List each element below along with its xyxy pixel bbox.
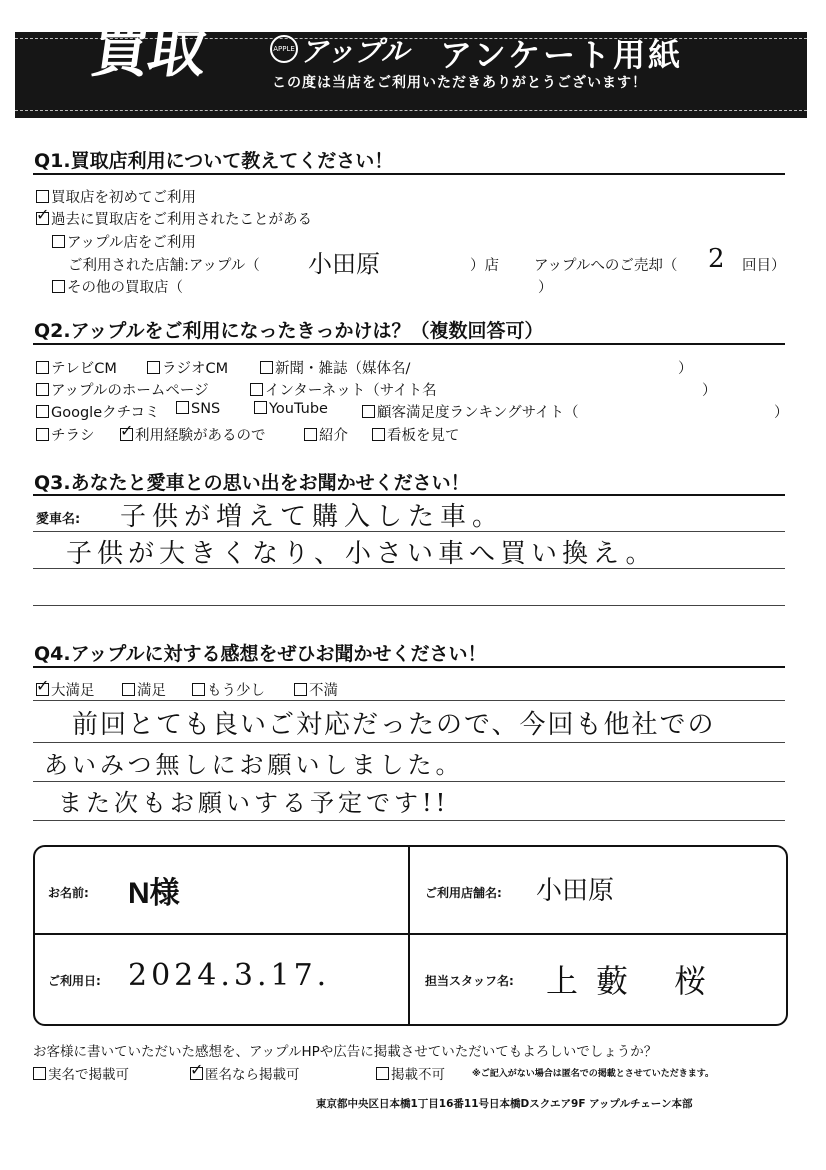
kaitori-title: 買取 xyxy=(87,17,209,85)
q2-news-close: ） xyxy=(678,361,693,377)
q1-heading: Q1.買取店利用について教えてください！ xyxy=(34,150,394,172)
checkbox-icon xyxy=(376,1067,389,1080)
q1-count-value[interactable]: 2 xyxy=(708,244,725,274)
header-subtitle: この度は当店をご利用いただきありがとうございます！ xyxy=(272,75,647,91)
q4-answer-line1[interactable]: 前回とても良いご対応だったので、今回も他社での xyxy=(72,710,716,740)
q3-answer-line1[interactable]: 子供が増えて購入した車。 xyxy=(120,502,505,532)
q4-line-0 xyxy=(33,700,785,701)
q2-option-internet[interactable]: インターネット（サイト名 xyxy=(250,379,437,400)
checkbox-icon xyxy=(52,280,65,293)
checkbox-icon xyxy=(294,683,307,696)
q4-line-2 xyxy=(33,781,785,782)
checkbox-icon xyxy=(372,428,385,441)
checkbox-icon xyxy=(304,428,317,441)
q2-option-experience[interactable]: ✓ 利用経験があるので xyxy=(120,424,266,445)
q4-option-somewhat[interactable]: もう少し xyxy=(192,679,265,700)
date-label: ご利用日: xyxy=(48,974,101,988)
q2-internet-close: ） xyxy=(702,383,717,399)
q4-option-very-satisfied[interactable]: ✓大満足 xyxy=(36,679,95,700)
checked-checkbox-icon xyxy=(120,428,133,441)
name-label: お名前: xyxy=(48,886,89,900)
checkbox-icon xyxy=(362,405,375,418)
checkbox-icon xyxy=(33,1067,46,1080)
checkbox-icon xyxy=(36,190,49,203)
apple-logo-icon: APPLE xyxy=(270,35,298,63)
consent-real-name[interactable]: 実名で掲載可 xyxy=(33,1063,129,1083)
staff-value[interactable]: 上藪 桜 xyxy=(546,962,725,1000)
checkbox-icon xyxy=(192,683,205,696)
q4-answer-line2[interactable]: あいみつ無しにお願いしました。 xyxy=(44,751,464,779)
q1-count-label: アップルへのご売却（ xyxy=(534,258,678,274)
consent-not-allowed[interactable]: 掲載不可 xyxy=(376,1063,445,1083)
q4-option-dissatisfied[interactable]: 不満 xyxy=(294,679,338,700)
q1-count-suffix: 回目） xyxy=(742,258,786,274)
q2-option-google[interactable]: Googleクチコミ xyxy=(36,401,160,422)
q3-line-1 xyxy=(33,531,785,532)
q4-rule xyxy=(33,666,785,668)
info-box-horizontal-divider xyxy=(33,933,786,935)
checked-checkbox-icon xyxy=(190,1067,203,1080)
checked-checkbox-icon xyxy=(36,683,49,696)
q2-option-youtube[interactable]: YouTube xyxy=(254,401,328,417)
q2-option-sign[interactable]: 看板を見て xyxy=(372,424,460,445)
q2-option-ranking[interactable]: 顧客満足度ランキングサイト（ xyxy=(362,401,579,422)
checkbox-icon xyxy=(122,683,135,696)
name-value[interactable]: N様 xyxy=(128,877,180,910)
q1-option-used-before[interactable]: ✓過去に買取店をご利用されたことがある xyxy=(36,208,312,229)
q2-option-intro[interactable]: 紹介 xyxy=(304,424,348,445)
q3-heading: Q3.あなたと愛車との思い出をお聞かせください！ xyxy=(34,472,470,494)
q3-answer-line2[interactable]: 子供が大きくなり、小さい車へ買い換え。 xyxy=(66,539,657,569)
q1-option-apple[interactable]: アップル店をご利用 xyxy=(52,231,196,252)
checkbox-icon xyxy=(254,401,267,414)
consent-question: お客様に書いていただいた感想を、アップルHPや広告に掲載させていただいてもよろしいでしょうか？ xyxy=(33,1044,658,1060)
date-value[interactable]: 2024.3.17. xyxy=(128,958,331,993)
q4-line-3 xyxy=(33,820,785,821)
checkbox-icon xyxy=(36,428,49,441)
q3-car-label: 愛車名: xyxy=(36,512,81,527)
checkbox-icon xyxy=(52,235,65,248)
q4-heading: Q4.アップルに対する感想をぜひお聞かせください！ xyxy=(34,643,487,665)
q1-rule xyxy=(33,173,785,175)
q1-option-first-time[interactable]: 買取店を初めてご利用 xyxy=(36,186,196,207)
q2-ranking-close: ） xyxy=(774,405,789,421)
staff-label: 担当スタッフ名: xyxy=(425,974,514,988)
consent-note: ※ご記入がない場合は匿名での掲載とさせていただきます。 xyxy=(472,1069,715,1079)
footer-address: 東京都中央区日本橋1丁目16番11号日本橋Dスクエア9F アップルチェーン本部 xyxy=(316,1098,693,1110)
q1-other-close: ） xyxy=(538,280,553,296)
checked-checkbox-icon xyxy=(36,212,49,225)
q4-answer-line3[interactable]: また次もお願いする予定です!! xyxy=(58,789,450,817)
q1-store-suffix: ）店 xyxy=(470,258,499,274)
q2-option-hp[interactable]: アップルのホームページ xyxy=(36,379,209,400)
q2-option-sns[interactable]: SNS xyxy=(176,401,220,417)
q1-store-label: ご利用された店舗:アップル（ xyxy=(68,258,260,274)
checkbox-icon xyxy=(36,405,49,418)
q3-line-2 xyxy=(33,568,785,569)
q2-option-tv[interactable]: テレビCM xyxy=(36,357,117,378)
q2-heading: Q2.アップルをご利用になったきっかけは？（複数回答可） xyxy=(34,320,544,342)
store-name-value[interactable]: 小田原 xyxy=(536,876,615,906)
q2-option-radio[interactable]: ラジオCM xyxy=(147,357,228,378)
q4-option-satisfied[interactable]: 満足 xyxy=(122,679,166,700)
checkbox-icon xyxy=(36,361,49,374)
store-name-label: ご利用店舗名: xyxy=(425,886,502,900)
q2-rule xyxy=(33,343,785,345)
q1-store-value[interactable]: 小田原 xyxy=(308,250,380,278)
checkbox-icon xyxy=(147,361,160,374)
brand-name: アップル xyxy=(300,35,409,68)
checkbox-icon xyxy=(260,361,273,374)
checkbox-icon xyxy=(176,401,189,414)
q3-line-3 xyxy=(33,605,785,606)
q2-option-flyer[interactable]: チラシ xyxy=(36,424,95,445)
checkbox-icon xyxy=(250,383,263,396)
checkbox-icon xyxy=(36,383,49,396)
q1-option-other[interactable]: その他の買取店（ xyxy=(52,276,183,297)
consent-anonymous[interactable]: ✓ 匿名なら掲載可 xyxy=(190,1063,300,1083)
survey-title: アンケート用紙 xyxy=(440,36,684,74)
header-dash-bottom xyxy=(15,110,807,111)
q4-line-1 xyxy=(33,742,785,743)
q2-option-news[interactable]: 新聞・雑誌（媒体名/ xyxy=(260,357,410,378)
